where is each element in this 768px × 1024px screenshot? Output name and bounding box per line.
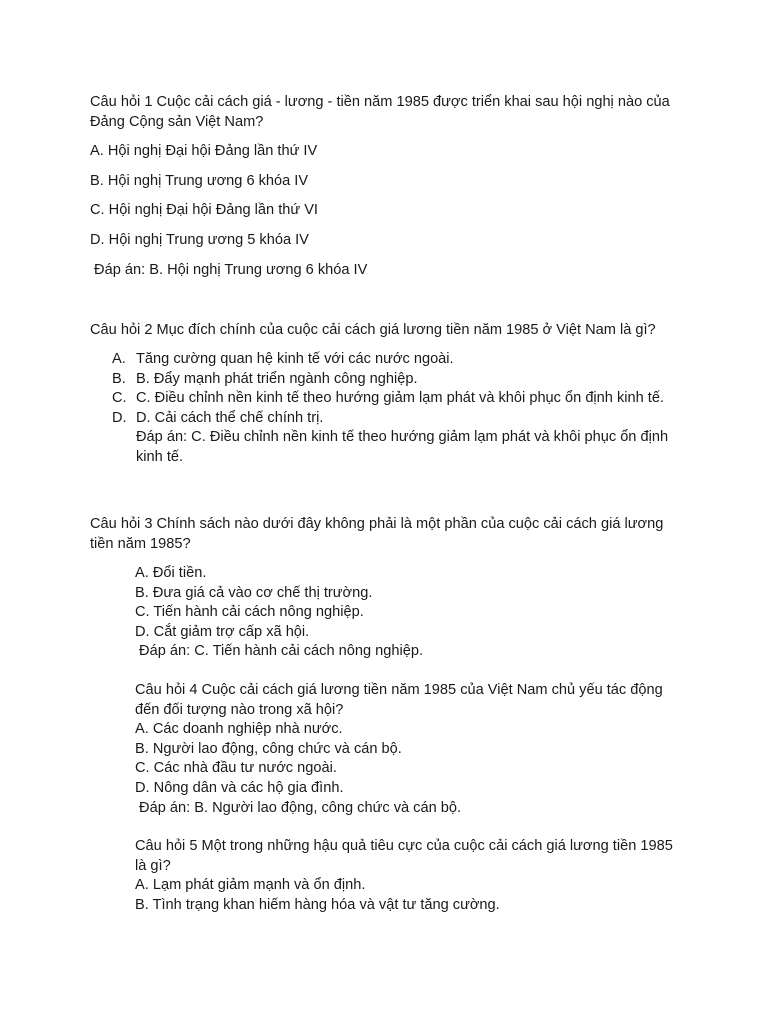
question-2-option-c xyxy=(90,389,670,409)
question-4 xyxy=(135,681,675,818)
question-5 xyxy=(135,837,675,915)
question-4-option-c: C. Các nhà đầu tư nước ngoài. xyxy=(135,760,337,777)
question-1-answer: Đáp án: B. Hội nghị Trung ương 6 khóa IV xyxy=(90,261,368,278)
question-3-option-a: A. Đổi tiền. xyxy=(135,565,207,581)
question-3-option-b: B. Đưa giá cả vào cơ chế thị trường. xyxy=(135,584,373,601)
question-3-answer: Đáp án: C. Tiến hành cải cách nông nghiệp. xyxy=(135,643,424,660)
question-5-text: Câu hỏi 5 Một trong những hậu quả tiêu cực của cuộc cải cách giá lương tiền 1985 là gì? xyxy=(135,838,673,874)
question-1 xyxy=(90,93,680,280)
question-1-option-a: A. Hội nghị Đại hội Đảng lần thứ IV xyxy=(90,143,318,160)
question-5-option-a: A. Lạm phát giảm mạnh và ổn định. xyxy=(135,877,366,894)
question-2-option-a xyxy=(90,350,670,370)
question-4-text: Câu hỏi 4 Cuộc cải cách giá lương tiền năm 1985 của Việt Nam chủ yếu tác động đến đối tượng nào trong xã hội? xyxy=(135,682,663,718)
option-marker: B. xyxy=(112,370,126,387)
question-2-text: Câu hỏi 2 Mục đích chính của cuộc cải cách giá lương tiền năm 1985 ở Việt Nam là gì? xyxy=(90,322,656,338)
question-2-option-d xyxy=(90,409,670,429)
option-text: D. Cải cách thể chế chính trị. xyxy=(136,409,324,426)
question-2-option-b xyxy=(90,370,670,390)
question-3-option-c: C. Tiến hành cải cách nông nghiệp. xyxy=(135,604,364,621)
question-1-option-b: B. Hội nghị Trung ương 6 khóa IV xyxy=(90,172,309,189)
question-1-option-d: D. Hội nghị Trung ương 5 khóa IV xyxy=(90,231,309,248)
question-3-options xyxy=(135,564,675,662)
question-4-option-a: A. Các doanh nghiệp nhà nước. xyxy=(135,721,343,738)
question-2-options xyxy=(90,350,670,468)
option-marker: C. xyxy=(112,390,127,407)
option-text: C. Điều chỉnh nền kinh tế theo hướng giảm lạm phát và khôi phục ổn định kinh tế. xyxy=(136,390,665,407)
question-1-option-c: C. Hội nghị Đại hội Đảng lần thứ VI xyxy=(90,202,318,219)
question-4-option-b: B. Người lao động, công chức và cán bộ. xyxy=(135,740,402,757)
option-marker: D. xyxy=(112,409,127,426)
option-text: Tăng cường quan hệ kinh tế với các nước ngoài. xyxy=(136,351,454,367)
option-text: B. Đẩy mạnh phát triển ngành công nghiệp. xyxy=(136,370,418,387)
question-5-option-b: B. Tình trạng khan hiếm hàng hóa và vật tư tăng cường. xyxy=(135,896,500,913)
option-marker: A. xyxy=(112,351,126,367)
question-1-text: Câu hỏi 1 Cuộc cải cách giá - lương - tiền năm 1985 được triển khai sau hội nghị nào của Đảng Cộng sản Việt Nam? xyxy=(90,94,670,130)
question-2-answer: Đáp án: C. Điều chỉnh nền kinh tế theo hướng giảm lạm phát và khôi phục ổn định kinh tế. xyxy=(136,429,669,465)
question-4-answer: Đáp án: B. Người lao động, công chức và cán bộ. xyxy=(135,799,462,816)
question-3-option-d: D. Cắt giảm trợ cấp xã hội. xyxy=(135,623,310,640)
question-4-option-d: D. Nông dân và các hộ gia đình. xyxy=(135,779,344,796)
question-3-text: Câu hỏi 3 Chính sách nào dưới đây không phải là một phần của cuộc cải cách giá lương tiền năm 1985? xyxy=(90,516,664,552)
